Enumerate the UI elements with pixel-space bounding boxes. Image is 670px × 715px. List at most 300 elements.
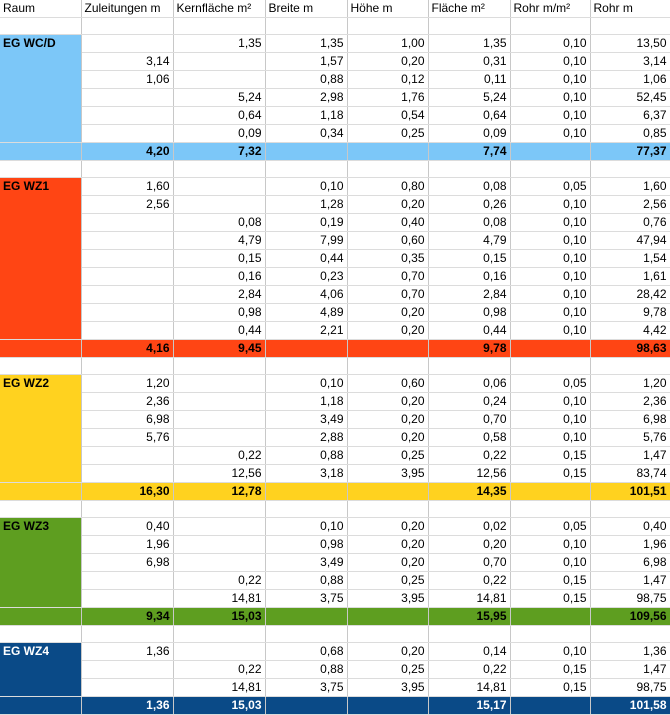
value-cell[interactable]: 0,34 (265, 125, 347, 143)
total-cell[interactable] (347, 340, 428, 358)
empty-cell[interactable] (347, 626, 428, 643)
value-cell[interactable]: 0,20 (347, 518, 428, 536)
value-cell[interactable]: 0,10 (510, 196, 590, 214)
value-cell[interactable]: 2,36 (590, 393, 670, 411)
value-cell[interactable]: 0,64 (173, 107, 265, 125)
value-cell[interactable]: 0,10 (510, 53, 590, 71)
total-cell[interactable]: 15,03 (173, 697, 265, 715)
value-cell[interactable] (173, 554, 265, 572)
total-cell[interactable]: 9,34 (81, 608, 173, 626)
value-cell[interactable]: 0,10 (510, 429, 590, 447)
value-cell[interactable]: 0,23 (265, 268, 347, 286)
value-cell[interactable]: 28,42 (590, 286, 670, 304)
value-cell[interactable]: 0,15 (510, 679, 590, 697)
value-cell[interactable]: 0,98 (173, 304, 265, 322)
value-cell[interactable]: 3,14 (81, 53, 173, 71)
value-cell[interactable]: 83,74 (590, 465, 670, 483)
value-cell[interactable]: 0,20 (347, 536, 428, 554)
total-cell[interactable] (510, 697, 590, 715)
value-cell[interactable]: 0,10 (510, 35, 590, 53)
total-cell[interactable] (347, 143, 428, 161)
value-cell[interactable]: 0,20 (347, 429, 428, 447)
total-label-cell[interactable] (0, 340, 81, 358)
room-name-cell[interactable]: EG WZ3 (0, 518, 81, 608)
value-cell[interactable]: 3,95 (347, 590, 428, 608)
empty-cell[interactable] (265, 501, 347, 518)
value-cell[interactable] (81, 268, 173, 286)
value-cell[interactable]: 0,98 (265, 536, 347, 554)
value-cell[interactable]: 0,20 (347, 53, 428, 71)
value-cell[interactable]: 98,75 (590, 590, 670, 608)
value-cell[interactable]: 0,25 (347, 661, 428, 679)
value-cell[interactable]: 1,35 (173, 35, 265, 53)
total-cell[interactable] (265, 697, 347, 715)
value-cell[interactable]: 0,15 (510, 661, 590, 679)
value-cell[interactable]: 0,15 (510, 590, 590, 608)
table-row (0, 53, 670, 71)
column-header[interactable]: Rohr m/m² (510, 0, 590, 18)
total-label-cell[interactable] (0, 608, 81, 626)
value-cell[interactable]: 0,25 (347, 125, 428, 143)
value-cell[interactable]: 3,75 (265, 590, 347, 608)
value-cell[interactable]: 14,81 (428, 590, 510, 608)
value-cell[interactable]: 1,35 (428, 35, 510, 53)
value-cell[interactable]: 0,58 (428, 429, 510, 447)
total-cell[interactable]: 101,51 (590, 483, 670, 501)
value-cell[interactable]: 0,15 (510, 572, 590, 590)
value-cell[interactable]: 0,20 (347, 554, 428, 572)
empty-cell[interactable] (428, 501, 510, 518)
value-cell[interactable] (81, 125, 173, 143)
value-cell[interactable]: 1,76 (347, 89, 428, 107)
value-cell[interactable]: 1,06 (590, 71, 670, 89)
value-cell[interactable]: 0,20 (347, 393, 428, 411)
total-cell[interactable] (510, 340, 590, 358)
value-cell[interactable]: 0,22 (173, 661, 265, 679)
column-header[interactable]: Zuleitungen m (81, 0, 173, 18)
value-cell[interactable]: 0,88 (265, 447, 347, 465)
column-header[interactable]: Höhe m (347, 0, 428, 18)
value-cell[interactable]: 0,09 (173, 125, 265, 143)
empty-cell[interactable] (0, 358, 81, 375)
table-row (0, 679, 670, 697)
value-cell[interactable]: 1,60 (81, 178, 173, 196)
value-cell[interactable] (81, 572, 173, 590)
empty-cell[interactable] (428, 626, 510, 643)
value-cell[interactable]: 3,95 (347, 679, 428, 697)
column-header[interactable]: Rohr m (590, 0, 670, 18)
empty-cell[interactable] (428, 161, 510, 178)
value-cell[interactable]: 2,98 (265, 89, 347, 107)
value-cell[interactable]: 0,70 (347, 286, 428, 304)
total-cell[interactable]: 15,03 (173, 608, 265, 626)
value-cell[interactable]: 0,15 (428, 250, 510, 268)
value-cell[interactable]: 6,98 (590, 554, 670, 572)
value-cell[interactable]: 0,10 (510, 643, 590, 661)
value-cell[interactable] (81, 89, 173, 107)
value-cell[interactable]: 0,85 (590, 125, 670, 143)
total-cell[interactable] (347, 608, 428, 626)
empty-cell[interactable] (590, 161, 670, 178)
value-cell[interactable]: 4,06 (265, 286, 347, 304)
empty-cell[interactable] (0, 161, 81, 178)
empty-cell[interactable] (590, 18, 670, 35)
value-cell[interactable]: 0,20 (347, 411, 428, 429)
value-cell[interactable]: 0,10 (510, 411, 590, 429)
value-cell[interactable]: 12,56 (428, 465, 510, 483)
value-cell[interactable]: 1,00 (347, 35, 428, 53)
value-cell[interactable]: 1,06 (81, 71, 173, 89)
total-label-cell[interactable] (0, 483, 81, 501)
value-cell[interactable] (81, 590, 173, 608)
empty-cell[interactable] (265, 626, 347, 643)
value-cell[interactable]: 0,10 (510, 107, 590, 125)
empty-cell[interactable] (510, 501, 590, 518)
value-cell[interactable]: 0,16 (173, 268, 265, 286)
empty-cell[interactable] (81, 161, 173, 178)
empty-cell[interactable] (590, 626, 670, 643)
value-cell[interactable]: 0,10 (510, 232, 590, 250)
value-cell[interactable]: 0,24 (428, 393, 510, 411)
value-cell[interactable]: 14,81 (173, 590, 265, 608)
value-cell[interactable]: 0,10 (510, 89, 590, 107)
value-cell[interactable]: 3,49 (265, 554, 347, 572)
value-cell[interactable]: 1,20 (81, 375, 173, 393)
table-row (0, 590, 670, 608)
value-cell[interactable]: 9,78 (590, 304, 670, 322)
table-row (0, 661, 670, 679)
total-cell[interactable] (265, 143, 347, 161)
value-cell[interactable] (81, 214, 173, 232)
value-cell[interactable]: 0,20 (347, 643, 428, 661)
column-header[interactable]: Raum (0, 0, 81, 18)
value-cell[interactable]: 14,81 (428, 679, 510, 697)
empty-cell[interactable] (173, 501, 265, 518)
value-cell[interactable]: 0,10 (510, 554, 590, 572)
value-cell[interactable]: 6,98 (81, 554, 173, 572)
column-header[interactable]: Breite m (265, 0, 347, 18)
empty-cell[interactable] (81, 18, 173, 35)
value-cell[interactable]: 0,10 (510, 268, 590, 286)
value-cell[interactable] (173, 196, 265, 214)
value-cell[interactable]: 2,84 (173, 286, 265, 304)
total-cell[interactable]: 1,36 (81, 697, 173, 715)
value-cell[interactable]: 0,64 (428, 107, 510, 125)
value-cell[interactable]: 0,22 (428, 661, 510, 679)
value-cell[interactable]: 0,08 (173, 214, 265, 232)
value-cell[interactable]: 0,19 (265, 214, 347, 232)
value-cell[interactable]: 0,68 (265, 643, 347, 661)
value-cell[interactable]: 1,18 (265, 393, 347, 411)
value-cell[interactable]: 0,20 (347, 304, 428, 322)
total-label-cell[interactable] (0, 697, 81, 715)
value-cell[interactable]: 1,57 (265, 53, 347, 71)
value-cell[interactable]: 0,40 (590, 518, 670, 536)
value-cell[interactable]: 0,09 (428, 125, 510, 143)
value-cell[interactable]: 2,21 (265, 322, 347, 340)
value-cell[interactable]: 0,10 (510, 322, 590, 340)
value-cell[interactable]: 0,60 (347, 375, 428, 393)
value-cell[interactable]: 1,54 (590, 250, 670, 268)
value-cell[interactable] (173, 375, 265, 393)
empty-cell[interactable] (510, 358, 590, 375)
total-cell[interactable]: 15,95 (428, 608, 510, 626)
value-cell[interactable]: 3,49 (265, 411, 347, 429)
value-cell[interactable]: 3,95 (347, 465, 428, 483)
value-cell[interactable]: 0,15 (173, 250, 265, 268)
total-cell[interactable]: 4,20 (81, 143, 173, 161)
value-cell[interactable]: 47,94 (590, 232, 670, 250)
value-cell[interactable]: 0,10 (510, 393, 590, 411)
value-cell[interactable] (81, 322, 173, 340)
value-cell[interactable]: 0,15 (510, 447, 590, 465)
value-cell[interactable]: 0,22 (428, 447, 510, 465)
value-cell[interactable]: 1,28 (265, 196, 347, 214)
value-cell[interactable]: 0,10 (510, 125, 590, 143)
empty-cell[interactable] (510, 161, 590, 178)
value-cell[interactable]: 0,16 (428, 268, 510, 286)
value-cell[interactable]: 0,80 (347, 178, 428, 196)
value-cell[interactable]: 2,88 (265, 429, 347, 447)
total-cell[interactable]: 9,45 (173, 340, 265, 358)
value-cell[interactable]: 0,22 (173, 447, 265, 465)
value-cell[interactable]: 0,05 (510, 518, 590, 536)
value-cell[interactable]: 6,98 (81, 411, 173, 429)
value-cell[interactable] (173, 518, 265, 536)
value-cell[interactable] (81, 661, 173, 679)
room-name-cell[interactable]: EG WZ2 (0, 375, 81, 483)
room-name-cell[interactable]: EG WC/D (0, 35, 81, 143)
value-cell[interactable]: 0,20 (347, 322, 428, 340)
value-cell[interactable]: 0,22 (173, 572, 265, 590)
empty-cell[interactable] (173, 161, 265, 178)
value-cell[interactable]: 1,47 (590, 661, 670, 679)
value-cell[interactable]: 1,35 (265, 35, 347, 53)
empty-cell[interactable] (510, 18, 590, 35)
value-cell[interactable]: 3,14 (590, 53, 670, 71)
value-cell[interactable]: 0,31 (428, 53, 510, 71)
value-cell[interactable]: 0,10 (510, 286, 590, 304)
value-cell[interactable]: 0,02 (428, 518, 510, 536)
value-cell[interactable]: 0,08 (428, 214, 510, 232)
empty-cell[interactable] (81, 626, 173, 643)
value-cell[interactable]: 0,11 (428, 71, 510, 89)
total-cell[interactable]: 101,58 (590, 697, 670, 715)
value-cell[interactable] (81, 286, 173, 304)
value-cell[interactable]: 0,25 (347, 447, 428, 465)
value-cell[interactable] (173, 429, 265, 447)
value-cell[interactable]: 0,88 (265, 572, 347, 590)
value-cell[interactable] (173, 71, 265, 89)
room-name-cell[interactable]: EG WZ4 (0, 643, 81, 697)
value-cell[interactable]: 0,15 (510, 465, 590, 483)
value-cell[interactable]: 0,05 (510, 375, 590, 393)
empty-cell[interactable] (347, 161, 428, 178)
empty-cell[interactable] (347, 358, 428, 375)
empty-cell[interactable] (428, 358, 510, 375)
total-cell[interactable] (347, 483, 428, 501)
value-cell[interactable]: 0,10 (265, 518, 347, 536)
total-cell[interactable] (265, 608, 347, 626)
value-cell[interactable]: 5,76 (81, 429, 173, 447)
total-cell[interactable] (265, 340, 347, 358)
total-label-cell[interactable] (0, 143, 81, 161)
empty-cell[interactable] (347, 18, 428, 35)
value-cell[interactable]: 1,96 (590, 536, 670, 554)
value-cell[interactable]: 0,98 (428, 304, 510, 322)
empty-cell[interactable] (590, 358, 670, 375)
value-cell[interactable]: 0,60 (347, 232, 428, 250)
value-cell[interactable]: 1,96 (81, 536, 173, 554)
value-cell[interactable]: 2,56 (81, 196, 173, 214)
empty-cell[interactable] (81, 358, 173, 375)
total-cell[interactable]: 98,63 (590, 340, 670, 358)
value-cell[interactable]: 0,88 (265, 71, 347, 89)
value-cell[interactable]: 52,45 (590, 89, 670, 107)
empty-cell[interactable] (265, 18, 347, 35)
empty-cell[interactable] (81, 501, 173, 518)
value-cell[interactable] (81, 250, 173, 268)
empty-cell[interactable] (173, 18, 265, 35)
value-cell[interactable]: 0,10 (510, 250, 590, 268)
value-cell[interactable]: 13,50 (590, 35, 670, 53)
value-cell[interactable]: 1,61 (590, 268, 670, 286)
total-cell[interactable] (510, 143, 590, 161)
value-cell[interactable]: 0,44 (173, 322, 265, 340)
value-cell[interactable]: 2,84 (428, 286, 510, 304)
value-cell[interactable]: 5,24 (428, 89, 510, 107)
total-cell[interactable]: 12,78 (173, 483, 265, 501)
value-cell[interactable]: 5,76 (590, 429, 670, 447)
value-cell[interactable]: 0,10 (510, 536, 590, 554)
total-cell[interactable]: 109,56 (590, 608, 670, 626)
empty-cell[interactable] (0, 626, 81, 643)
value-cell[interactable]: 0,14 (428, 643, 510, 661)
value-cell[interactable]: 1,47 (590, 572, 670, 590)
total-cell[interactable] (265, 483, 347, 501)
value-cell[interactable] (81, 35, 173, 53)
total-cell[interactable]: 7,74 (428, 143, 510, 161)
empty-cell[interactable] (173, 626, 265, 643)
value-cell[interactable]: 1,36 (590, 643, 670, 661)
value-cell[interactable]: 0,10 (510, 71, 590, 89)
value-cell[interactable]: 0,06 (428, 375, 510, 393)
total-cell[interactable]: 15,17 (428, 697, 510, 715)
value-cell[interactable]: 0,20 (428, 536, 510, 554)
total-cell[interactable] (510, 483, 590, 501)
value-cell[interactable]: 1,36 (81, 643, 173, 661)
empty-cell[interactable] (0, 18, 81, 35)
column-header[interactable]: Kernfläche m² (173, 0, 265, 18)
value-cell[interactable] (81, 679, 173, 697)
value-cell[interactable]: 2,56 (590, 196, 670, 214)
total-cell[interactable]: 77,37 (590, 143, 670, 161)
total-cell[interactable]: 14,35 (428, 483, 510, 501)
value-cell[interactable]: 1,60 (590, 178, 670, 196)
value-cell[interactable]: 0,54 (347, 107, 428, 125)
total-cell[interactable]: 7,32 (173, 143, 265, 161)
value-cell[interactable]: 0,20 (347, 196, 428, 214)
value-cell[interactable]: 0,40 (347, 214, 428, 232)
empty-cell[interactable] (347, 501, 428, 518)
value-cell[interactable]: 6,37 (590, 107, 670, 125)
value-cell[interactable]: 0,76 (590, 214, 670, 232)
value-cell[interactable]: 0,70 (428, 554, 510, 572)
value-cell[interactable]: 0,88 (265, 661, 347, 679)
value-cell[interactable]: 98,75 (590, 679, 670, 697)
value-cell[interactable]: 4,89 (265, 304, 347, 322)
value-cell[interactable]: 14,81 (173, 679, 265, 697)
value-cell[interactable] (173, 178, 265, 196)
empty-cell[interactable] (590, 501, 670, 518)
value-cell[interactable] (173, 536, 265, 554)
value-cell[interactable]: 4,42 (590, 322, 670, 340)
value-cell[interactable]: 0,10 (510, 214, 590, 232)
total-cell[interactable]: 16,30 (81, 483, 173, 501)
value-cell[interactable]: 0,12 (347, 71, 428, 89)
value-cell[interactable]: 0,10 (265, 178, 347, 196)
value-cell[interactable]: 0,10 (265, 375, 347, 393)
empty-cell[interactable] (173, 358, 265, 375)
value-cell[interactable]: 0,44 (428, 322, 510, 340)
value-cell[interactable]: 0,70 (347, 268, 428, 286)
value-cell[interactable] (81, 232, 173, 250)
value-cell[interactable] (81, 304, 173, 322)
value-cell[interactable]: 0,26 (428, 196, 510, 214)
empty-cell[interactable] (0, 501, 81, 518)
value-cell[interactable]: 0,10 (510, 304, 590, 322)
total-cell[interactable] (510, 608, 590, 626)
empty-cell[interactable] (428, 18, 510, 35)
value-cell[interactable]: 0,35 (347, 250, 428, 268)
value-cell[interactable]: 7,99 (265, 232, 347, 250)
value-cell[interactable]: 3,18 (265, 465, 347, 483)
total-cell[interactable] (347, 697, 428, 715)
value-cell[interactable]: 0,40 (81, 518, 173, 536)
empty-cell[interactable] (265, 358, 347, 375)
value-cell[interactable]: 2,36 (81, 393, 173, 411)
column-header[interactable]: Fläche m² (428, 0, 510, 18)
value-cell[interactable]: 0,22 (428, 572, 510, 590)
value-cell[interactable] (81, 447, 173, 465)
value-cell[interactable]: 0,70 (428, 411, 510, 429)
empty-cell[interactable] (510, 626, 590, 643)
total-cell[interactable]: 9,78 (428, 340, 510, 358)
value-cell[interactable] (81, 465, 173, 483)
total-cell[interactable]: 4,16 (81, 340, 173, 358)
value-cell[interactable]: 0,25 (347, 572, 428, 590)
value-cell[interactable]: 1,47 (590, 447, 670, 465)
value-cell[interactable]: 1,18 (265, 107, 347, 125)
value-cell[interactable]: 0,08 (428, 178, 510, 196)
value-cell[interactable]: 12,56 (173, 465, 265, 483)
value-cell[interactable]: 4,79 (173, 232, 265, 250)
value-cell[interactable] (81, 107, 173, 125)
value-cell[interactable]: 0,05 (510, 178, 590, 196)
value-cell[interactable] (173, 643, 265, 661)
value-cell[interactable]: 6,98 (590, 411, 670, 429)
value-cell[interactable]: 0,44 (265, 250, 347, 268)
value-cell[interactable]: 5,24 (173, 89, 265, 107)
value-cell[interactable] (173, 411, 265, 429)
room-name-cell[interactable]: EG WZ1 (0, 178, 81, 340)
value-cell[interactable] (173, 393, 265, 411)
value-cell[interactable]: 1,20 (590, 375, 670, 393)
value-cell[interactable]: 3,75 (265, 679, 347, 697)
empty-cell[interactable] (265, 161, 347, 178)
value-cell[interactable] (173, 53, 265, 71)
value-cell[interactable]: 4,79 (428, 232, 510, 250)
